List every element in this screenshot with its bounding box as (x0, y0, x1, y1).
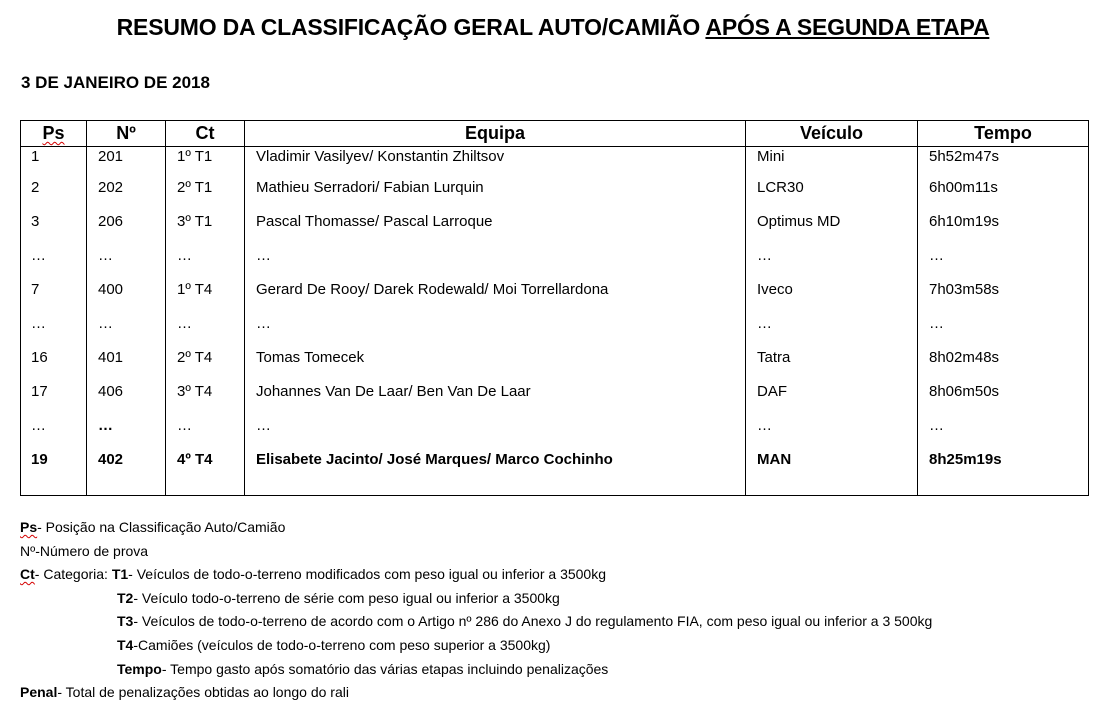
legend-ct: Ct- Categoria: T1- Veículos de todo-o-terreno modificados com peso igual ou inferior a 3500kg (20, 566, 607, 583)
cell-ps: 17 (21, 374, 87, 408)
table-row-ellipsis (21, 238, 1089, 272)
cell-veiculo: Tatra (746, 340, 918, 374)
cell-equipa: Gerard De Rooy/ Darek Rodewald/ Moi Torrellardona (245, 272, 746, 306)
cell-veiculo: DAF (746, 374, 918, 408)
cell-numero: 401 (87, 340, 166, 374)
legend-ps: Ps- Posição na Classificação Auto/Camião (20, 519, 286, 535)
header-numero: Nº (87, 121, 166, 147)
legend-penal: Penal- Total de penalizações obtidas ao longo do rali (20, 684, 349, 701)
cell-ct: 3º T4 (166, 374, 245, 408)
table-row (21, 374, 1089, 408)
cell-ps: … (21, 238, 87, 272)
cell-veiculo: … (746, 238, 918, 272)
cell-veiculo: LCR30 (746, 170, 918, 204)
cell-ct: 2º T1 (166, 170, 245, 204)
legend-t2: T2- Veículo todo-o-terreno de série com peso igual ou inferior a 3500kg (117, 589, 560, 606)
cell-numero: 400 (87, 272, 166, 306)
cell-tempo: 5h52m47s (918, 147, 1089, 171)
document-date: 3 DE JANEIRO DE 2018 (21, 73, 210, 92)
table-row (21, 340, 1089, 374)
cell-veiculo: Mini (746, 147, 918, 171)
cell-numero: … (87, 238, 166, 272)
cell-tempo: 6h10m19s (918, 204, 1089, 238)
legend (20, 516, 932, 705)
classification-table (20, 120, 1089, 496)
cell-ct: … (166, 238, 245, 272)
cell-ct: 1º T1 (166, 147, 245, 171)
cell-numero: 202 (87, 170, 166, 204)
cell-equipa: Tomas Tomecek (245, 340, 746, 374)
table-row (21, 204, 1089, 238)
cell-equipa: … (245, 306, 746, 340)
cell-veiculo: Iveco (746, 272, 918, 306)
cell-equipa: Elisabete Jacinto/ José Marques/ Marco Cochinho (245, 442, 746, 496)
table-row (21, 272, 1089, 306)
cell-equipa: … (245, 408, 746, 442)
cell-ct: … (166, 306, 245, 340)
cell-veiculo: … (746, 408, 918, 442)
cell-ct: 4º T4 (166, 442, 245, 496)
cell-ct: 3º T1 (166, 204, 245, 238)
cell-numero: … (87, 306, 166, 340)
cell-veiculo: MAN (746, 442, 918, 496)
table-header-row (21, 121, 1089, 147)
cell-numero: 402 (87, 442, 166, 496)
legend-t3: T3- Veículos de todo-o-terreno de acordo com o Artigo nº 286 do Anexo J do regulamento FIA, com peso igual ou inferior a 3 500kg (117, 613, 933, 630)
cell-ct: 2º T4 (166, 340, 245, 374)
table-row (21, 170, 1089, 204)
cell-tempo: … (918, 238, 1089, 272)
cell-equipa: … (245, 238, 746, 272)
cell-tempo: 8h06m50s (918, 374, 1089, 408)
table-row-highlight (21, 442, 1089, 496)
cell-tempo: 8h25m19s (918, 442, 1089, 496)
cell-tempo: … (918, 306, 1089, 340)
table-row (21, 147, 1089, 171)
cell-ct: … (166, 408, 245, 442)
cell-ps: 7 (21, 272, 87, 306)
cell-tempo: 6h00m11s (918, 170, 1089, 204)
cell-numero: 406 (87, 374, 166, 408)
cell-numero: 201 (87, 147, 166, 171)
cell-numero: 206 (87, 204, 166, 238)
header-ct: Ct (166, 121, 245, 147)
cell-tempo: 7h03m58s (918, 272, 1089, 306)
cell-tempo: 8h02m48s (918, 340, 1089, 374)
cell-numero: … (87, 408, 166, 442)
cell-ps: … (21, 408, 87, 442)
cell-ps: 1 (21, 147, 87, 171)
title-main: RESUMO DA CLASSIFICAÇÃO GERAL AUTO/CAMIÃO (116, 14, 701, 40)
cell-ps: 2 (21, 170, 87, 204)
cell-ct: 1º T4 (166, 272, 245, 306)
legend-t4: T4-Camiões (veículos de todo-o-terreno com peso superior a 3500kg) (117, 636, 551, 653)
cell-ps: … (21, 306, 87, 340)
cell-equipa: Mathieu Serradori/ Fabian Lurquin (245, 170, 746, 204)
legend-numero: Nº-Número de prova (20, 542, 149, 559)
cell-ps: 16 (21, 340, 87, 374)
document-title (0, 14, 1106, 41)
header-veiculo: Veículo (746, 121, 918, 147)
header-ps: Ps (21, 121, 87, 147)
legend-tempo: Tempo- Tempo gasto após somatório das várias etapas incluindo penalizações (117, 660, 609, 677)
cell-ps: 19 (21, 442, 87, 496)
cell-veiculo: … (746, 306, 918, 340)
cell-equipa: Vladimir Vasilyev/ Konstantin Zhiltsov (245, 147, 746, 171)
header-equipa: Equipa (245, 121, 746, 147)
cell-veiculo: Optimus MD (746, 204, 918, 238)
title-underlined: APÓS A SEGUNDA ETAPA (705, 14, 990, 40)
cell-ps: 3 (21, 204, 87, 238)
cell-tempo: … (918, 408, 1089, 442)
table-row-ellipsis (21, 408, 1089, 442)
table-row-ellipsis (21, 306, 1089, 340)
cell-equipa: Pascal Thomasse/ Pascal Larroque (245, 204, 746, 238)
cell-equipa: Johannes Van De Laar/ Ben Van De Laar (245, 374, 746, 408)
header-tempo: Tempo (918, 121, 1089, 147)
